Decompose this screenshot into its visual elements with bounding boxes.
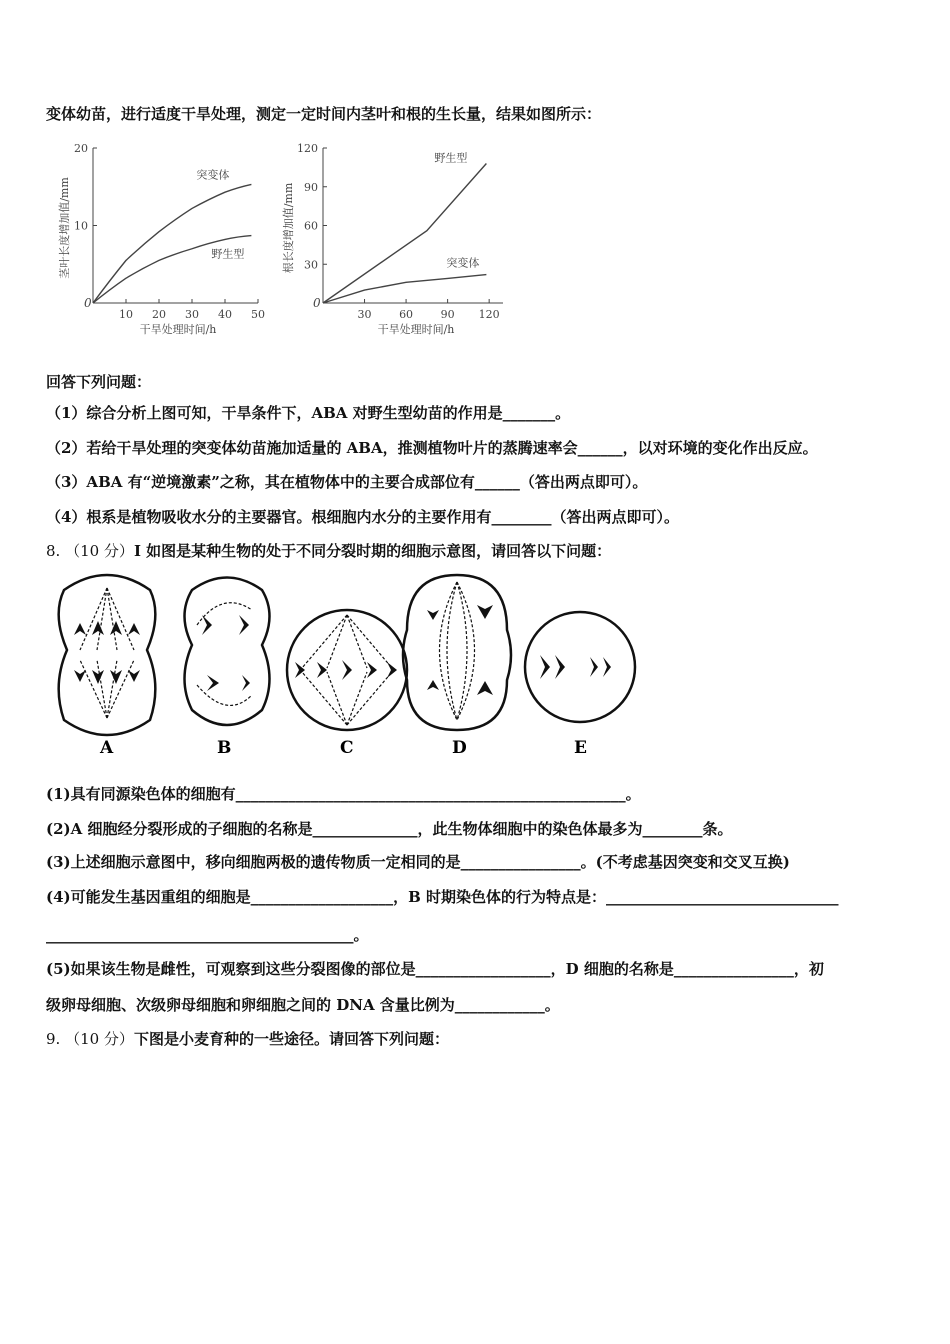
q8-text: I 如图是某种生物的处于不同分裂时期的细胞示意图，请回答以下问题： — [133, 542, 612, 560]
c2-ytick-label: 90 — [304, 180, 318, 194]
intro-text: 变体幼苗，进行适度干旱处理，测定一定时间内茎叶和根的生长量，结果如图所示： — [46, 105, 602, 123]
c1-series-label: 突变体 — [196, 168, 230, 182]
c1-xtick-label: 40 — [218, 308, 232, 321]
q8-number: 8. （10 分） — [46, 542, 134, 560]
c2-ytick-label: 30 — [304, 258, 318, 272]
cells-svg — [52, 570, 652, 760]
c1-ytick-label: 10 — [74, 219, 88, 233]
cell-diagrams — [52, 570, 652, 764]
c2-xlabel: 干旱处理时间/h — [377, 323, 455, 336]
c1-xtick-label: 50 — [251, 308, 265, 321]
q7-item-3: （3）ABA 有“逆境激素”之称，其在植物体中的主要合成部位有______（答出两点即可）。 — [46, 473, 648, 491]
cell-b — [185, 578, 270, 726]
q8-item-2: (2)A 细胞经分裂形成的子细胞的名称是______________，此生物体细胞中的染色体最多为________条。 — [46, 820, 733, 838]
c1-series-label: 野生型 — [211, 247, 245, 261]
c2-series-label: 野生型 — [434, 151, 468, 165]
c2-ytick-label: 60 — [304, 219, 318, 233]
q9-heading — [46, 1028, 449, 1049]
cell-label-c: C — [340, 738, 354, 758]
c2-ylabel: 根长度增加值/mm — [282, 182, 295, 274]
c2-series-b-line — [323, 275, 486, 303]
q8-item-4: (4)可能发生基因重组的细胞是___________________，B 时期染色体的行为特点是：_______________________________ — [46, 888, 839, 906]
q8-item-3: (3)上述细胞示意图中，移向细胞两极的遗传物质一定相同的是________________。(不考虑基因突变和交叉互换) — [46, 853, 790, 871]
c2-series-label: 突变体 — [446, 256, 480, 270]
c1-xlabel: 干旱处理时间/h — [139, 323, 217, 336]
c1-xtick-label: 20 — [152, 308, 166, 321]
cell-label-a: A — [100, 738, 114, 758]
answer-header: 回答下列问题： — [46, 373, 152, 391]
q8-item-5: (5)如果该生物是雌性，可观察到这些分裂图像的部位是__________________，D 细胞的名称是________________，初 — [46, 960, 824, 978]
cell-c — [287, 610, 407, 730]
cell-label-d: D — [452, 738, 467, 758]
c1-origin: 0 — [84, 296, 92, 310]
c2-xtick-label: 90 — [440, 308, 455, 321]
cell-label-b: B — [217, 738, 232, 758]
stem-leaf-chart — [57, 142, 265, 336]
charts-svg — [48, 140, 508, 340]
cell-e — [525, 612, 635, 722]
q8-heading — [46, 540, 611, 561]
c1-ytick-label: 20 — [74, 142, 88, 155]
growth-charts — [48, 140, 508, 344]
c2-origin: 0 — [313, 296, 321, 310]
q8-item-4-cont: _________________________________________。 — [46, 926, 369, 944]
q8-item-5-cont: 级卵母细胞、次级卵母细胞和卵细胞之间的 DNA 含量比例为____________。 — [46, 996, 560, 1014]
c1-xtick-label: 10 — [119, 308, 133, 321]
q7-item-4: （4）根系是植物吸收水分的主要器官。根细胞内水分的主要作用有________（答出两点即可）。 — [46, 508, 679, 526]
c2-xtick-label: 60 — [399, 308, 414, 321]
cell-d — [403, 575, 511, 730]
root-chart — [281, 142, 503, 336]
c1-series-b-line — [93, 236, 251, 303]
c2-xtick-label: 30 — [357, 308, 372, 321]
cell-label-e: E — [574, 738, 587, 758]
q9-text: 下图是小麦育种的一些途径。请回答下列问题： — [133, 1030, 449, 1048]
q9-number: 9. （10 分） — [46, 1030, 134, 1048]
q7-item-1: （1）综合分析上图可知，干旱条件下，ABA 对野生型幼苗的作用是_______。 — [46, 404, 571, 422]
c2-ytick-label: 120 — [297, 142, 318, 155]
q7-item-2: （2）若给干旱处理的突变体幼苗施加适量的 ABA，推测植物叶片的蒸腾速率会______，以对环境的变化作出反应。 — [46, 439, 818, 457]
c1-ylabel: 茎叶长度增加值/mm — [58, 177, 71, 279]
q8-item-1: (1)具有同源染色体的细胞有____________________________________________________。 — [46, 785, 641, 803]
cell-a — [59, 575, 156, 735]
c2-xtick-label: 120 — [478, 308, 500, 321]
c1-xtick-label: 30 — [185, 308, 199, 321]
